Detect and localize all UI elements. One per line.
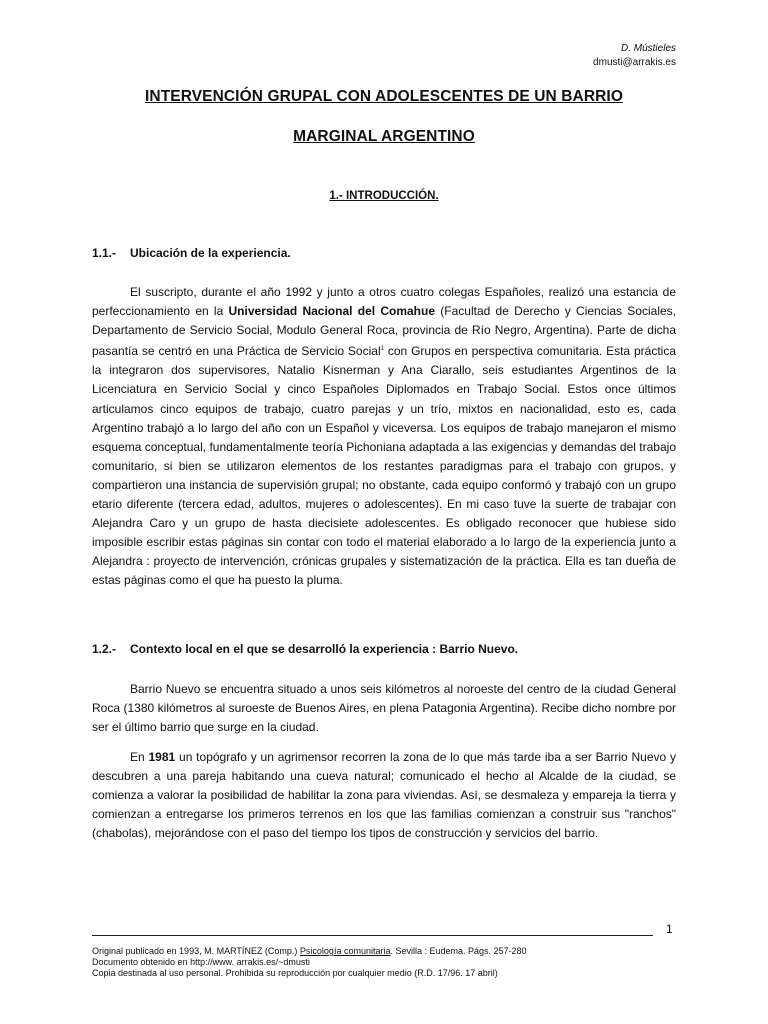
page-number: 1	[666, 922, 673, 936]
footer-line-3: Copia destinada al uso personal. Prohibida su reproducción por cualquier medio (R.D. 17/96. 17 abril)	[92, 968, 498, 978]
header-author: D. Mústieles	[620, 43, 676, 54]
title-line-1: INTERVENCIÓN GRUPAL CON ADOLESCENTES DE UN BARRIO	[145, 88, 623, 105]
footer-line-2: Documento obtenido en http://www. arrakis.es/~dmusti	[92, 957, 310, 967]
footer-book-title: Psicología comunitaria	[299, 946, 391, 956]
subsection-heading-2	[92, 642, 676, 656]
footer-text: Original publicado en 1993, M. MARTÍNEZ (Comp.)	[92, 946, 300, 956]
paragraph-1	[92, 283, 676, 591]
subsection-title: Contexto local en el que se desarrolló la experiencia : Barrio Nuevo.	[130, 642, 519, 656]
subsection-number: 1.1.-	[92, 246, 117, 260]
paragraph-text: con Grupos en perspectiva comunitaria. Esta práctica la integraron dos supervisores, Natalio Kisnerman y Ana Ciarallo, seis estudiantes Argentinos de la Licenciatura en Servicio Social y cinco Españoles Diplomados en Trabajo Social. Estos once últimos articulamos cinco equipos de trabajo, cuatro parejas y un trío, mixtos en nacionalidad, esto es, cada Argentino trabajó a lo largo del año con un Español y viceversa. Los equipos de trabajo manejaron el mismo esquema conceptual, fundamentalmente teoría Pichoniana adaptada a las exigencias y demandas del trabajo comunitario, si bien se utilizaron elementos de los restantes paradigmas para el trabajo con grupos, y compartieron una instancia de supervisión grupal; no obstante, cada equipo conformó y trabajó con un grupo etario diferente (tercera edad, adultos, mujeres o adolescentes). En mi caso tuve la suerte de trabajar con Alejandra Caro y un grupo de hasta diecisiete adolescentes. Es obligado reconocer que hubiese sido imposible escribir estas páginas sin contar con todo el material elaborado a lo largo de la experiencia junto a Alejandra : proyecto de intervención, crónicas grupales y sistematización de la práctica. Ella es tan dueña de estas páginas como el que ha puesto la pluma.	[92, 344, 677, 588]
footnote-marker: 1	[380, 346, 384, 353]
paragraph-2: Barrio Nuevo se encuentra situado a unos seis kilómetros al noroeste del centro de la ciudad General Roca (1380 kilómetros al suroeste de Buenos Aires, en plena Patagonia Argentina). Recibe dicho nombre por ser el último barrio que surge en la ciudad.	[92, 682, 676, 735]
bold-text: 1981	[148, 750, 176, 764]
footnote-separator	[92, 935, 653, 936]
paragraph-text: En	[130, 750, 149, 764]
footer-text: . Sevilla : Eudema. Págs. 257-280	[390, 946, 527, 956]
footer-line-1	[92, 946, 527, 957]
paragraph-text: (Facultad de Derecho y Ciencias Sociales, Departamento de Servicio Social, Modulo General Roca, provincia de Río Negro, Argentina). Parte de dicha pasantía se centró en una Práctica de Servicio Social	[92, 304, 676, 359]
paragraph-text: un topógrafo y un agrimensor recorren la zona de lo que más tarde iba a ser Barrio Nuevo y descubren a una pareja habitando una cueva natural; comunicado el hecho al Alcalde de la ciudad, se comienza a valorar la posibilidad de habilitar la zona para viviendas. Así, se desmaleza y empareja la tierra y comienzan a entregarse los primeros terrenos en los que las familias comienzan a construir sus "ranchos" (chabolas), mejorándose con el paso del tiempo los tipos de construcción y servicios del barrio.	[92, 750, 676, 841]
bold-text: Universidad Nacional del Comahue	[228, 304, 436, 319]
subsection-heading-1	[92, 246, 676, 260]
subsection-number: 1.2.-	[92, 642, 117, 656]
subsection-title: Ubicación de la experiencia.	[130, 246, 291, 260]
header-email: dmusti@arrakis.es	[593, 57, 676, 68]
page-header	[593, 42, 676, 70]
paragraph-3	[92, 748, 676, 843]
page-footer	[92, 946, 527, 979]
title-line-2: MARGINAL ARGENTINO	[293, 128, 475, 145]
section-heading: 1.- INTRODUCCIÓN.	[329, 190, 439, 202]
paragraph-text: El suscripto, durante el año 1992 y junto a otros cuatro colegas Españoles, realizó una estancia de perfeccionamiento en la	[92, 285, 676, 319]
